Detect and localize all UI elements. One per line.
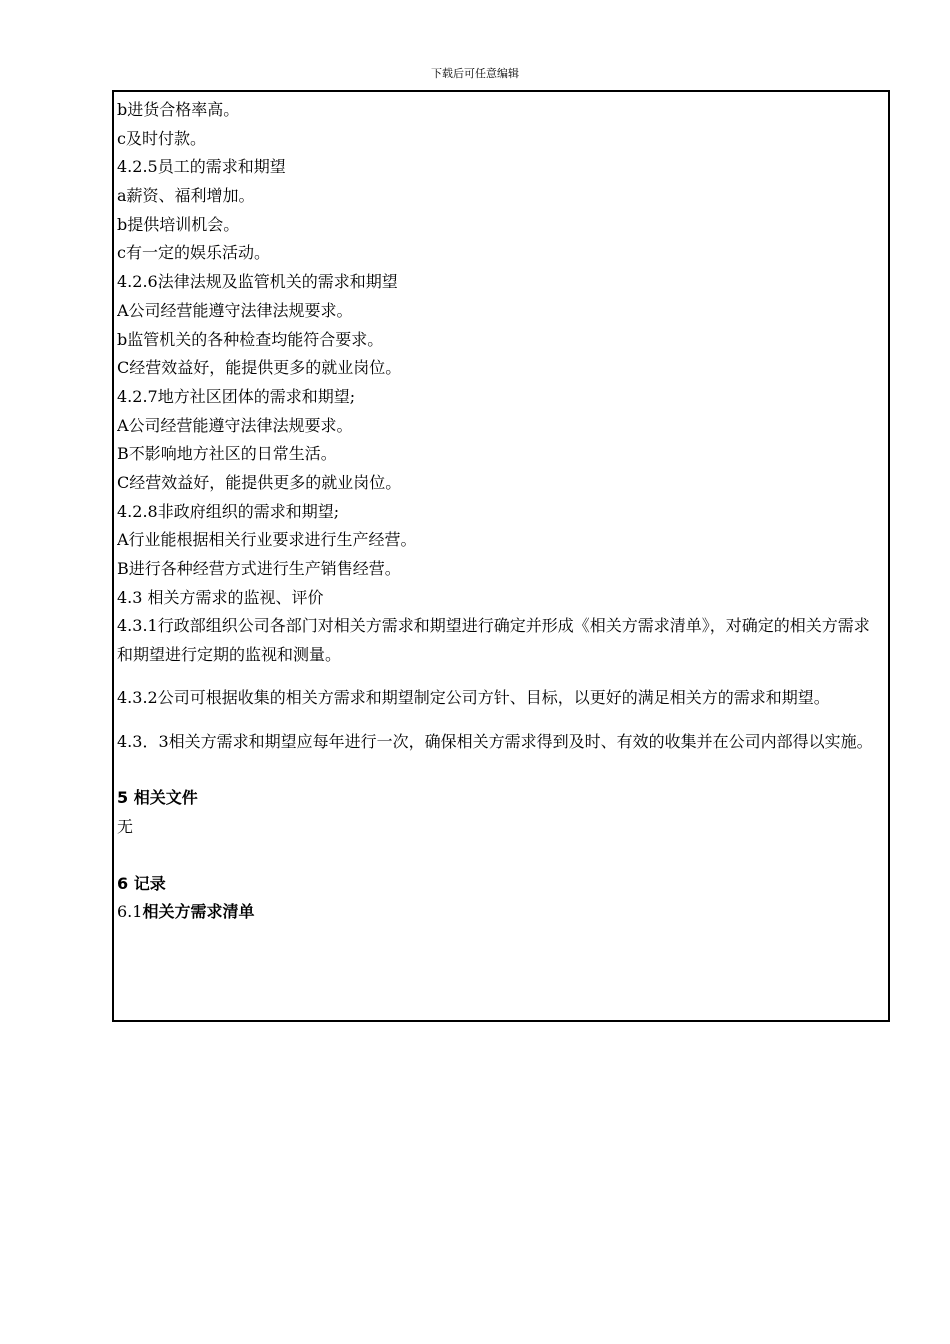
record-item (117, 898, 885, 927)
paragraph-4-3-2: 4.3.2公司可根据收集的相关方需求和期望制定公司方针、目标，以更好的满足相关方的需求和期望。 (117, 688, 830, 708)
section-4-2-8-title: 4.2.8非政府组织的需求和期望; (117, 501, 340, 521)
text-line: C经营效益好，能提供更多的就业岗位。 (117, 358, 402, 378)
text-line: b进货合格率高。 (117, 100, 240, 119)
document-content (117, 96, 885, 927)
paragraph-4-3-3: 4.3．3相关方需求和期望应每年进行一次，确保相关方需求得到及时、有效的收集并在公司内部得以实施。 (117, 731, 873, 751)
spacer (117, 669, 885, 684)
section-4-2-7-title: 4.2.7地方社区团体的需求和期望; (117, 386, 356, 406)
section-6-heading: 6 记录 (117, 873, 166, 893)
text-line: c及时付款。 (117, 128, 206, 148)
section-4-2-6-title: 4.2.6法律法规及监管机关的需求和期望 (117, 272, 398, 292)
text-line: A公司经营能遵守法律法规要求。 (117, 415, 353, 435)
text-line: a薪资、福利增加。 (117, 186, 255, 206)
spacer (117, 756, 885, 784)
section-4-3-title: 4.3 相关方需求的监视、评价 (117, 587, 324, 607)
spacer (117, 842, 885, 870)
section-5-heading: 5 相关文件 (117, 788, 198, 808)
section-5-body: 无 (117, 817, 134, 837)
text-line: B进行各种经营方式进行生产销售经营。 (117, 559, 401, 578)
text-line: A公司经营能遵守法律法规要求。 (117, 300, 353, 320)
record-item-number: 6.1 (117, 902, 143, 922)
text-line: A行业能根据相关行业要求进行生产经营。 (117, 530, 417, 550)
paragraph-4-3-1: 4.3.1行政部组织公司各部门对相关方需求和期望进行确定并形成《相关方需求清单》，对确定的相关方需求和期望进行定期的监视和测量。 (117, 616, 870, 664)
text-line: C经营效益好，能提供更多的就业岗位。 (117, 472, 402, 492)
text-line: b提供培训机会。 (117, 214, 240, 234)
text-line: B不影响地方社区的日常生活。 (117, 444, 337, 464)
spacer (117, 713, 885, 728)
header-note: 下载后可任意编辑 (431, 67, 519, 80)
document-frame (112, 90, 890, 1022)
record-item-label: 相关方需求清单 (142, 902, 255, 922)
text-line: b监管机关的各种检查均能符合要求。 (117, 329, 384, 349)
text-line: c有一定的娱乐活动。 (117, 243, 270, 263)
section-4-2-5-title: 4.2.5员工的需求和期望 (117, 157, 286, 177)
